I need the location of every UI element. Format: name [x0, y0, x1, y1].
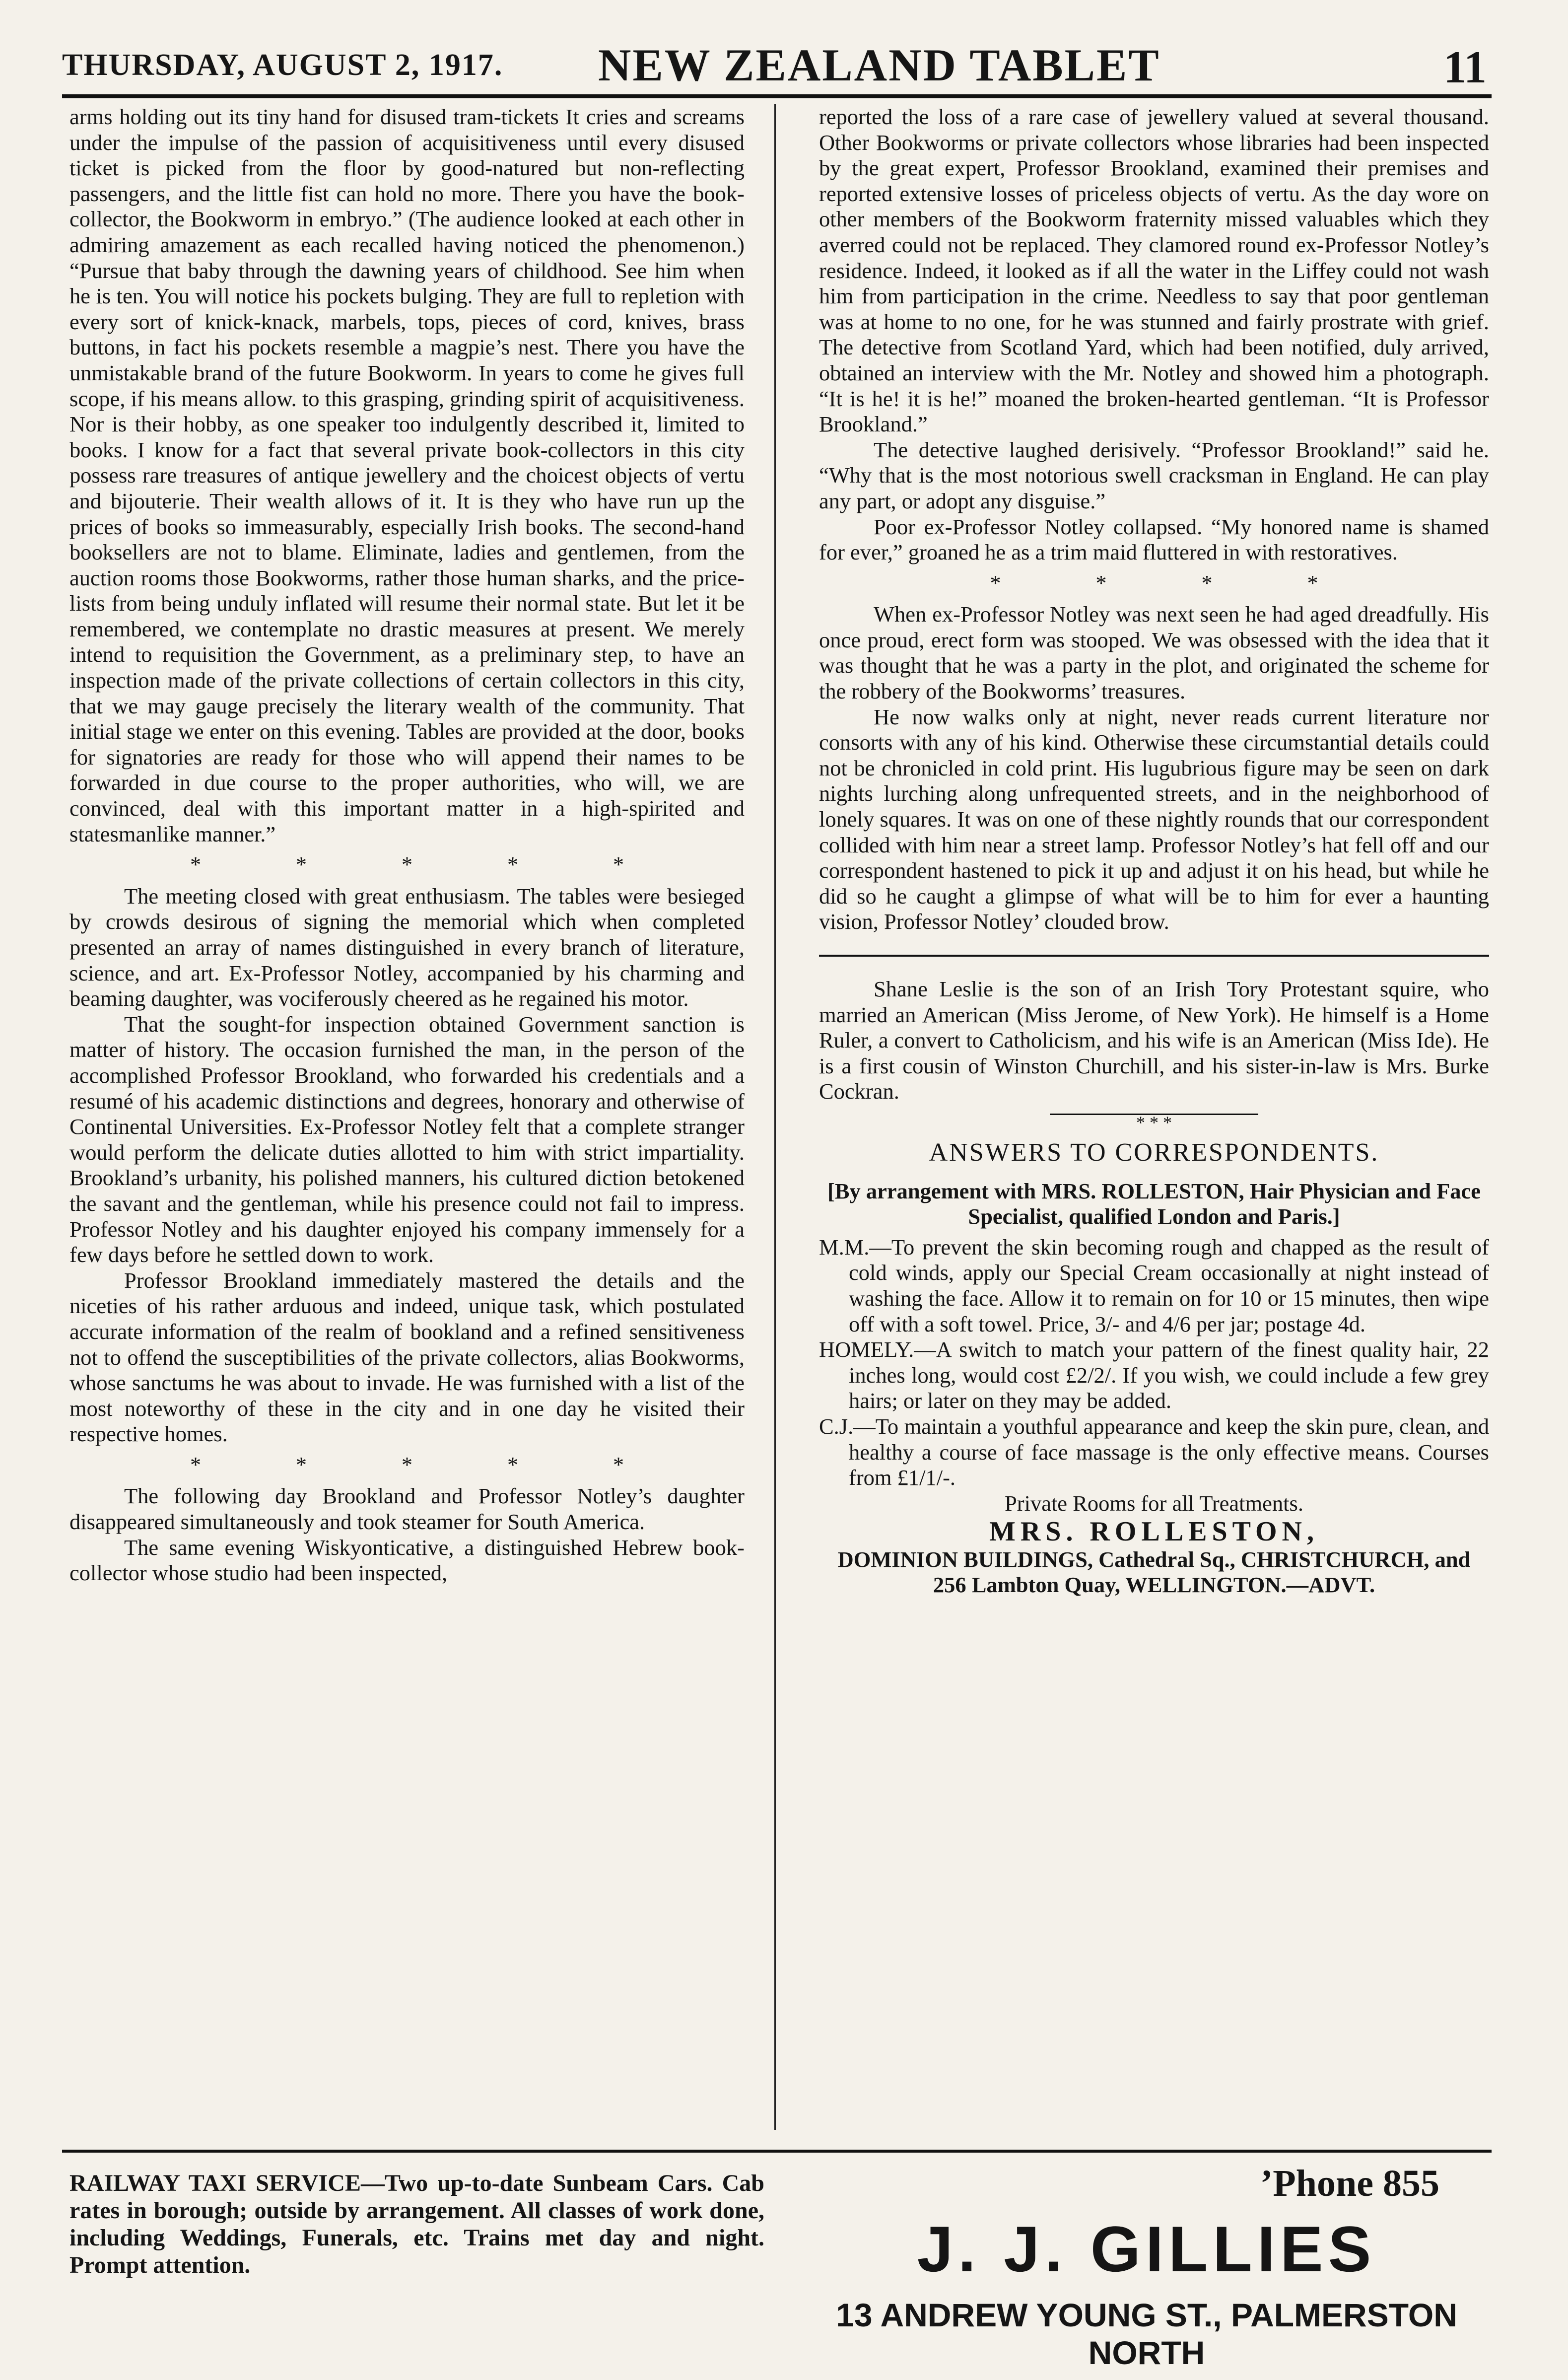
section-rule: [819, 955, 1489, 957]
section-break-stars: * * * *: [990, 570, 1318, 595]
left-paragraph-3: That the sought-for inspection obtained Government sanction is matter of history. The occasion furnished the man, in the person of the accomplished Professor Brookland, who forwarded his credentials and a resumé of his academic distinctions and degrees, honorary and otherwise of Continental Universities. Ex-Professor Notley felt that a complete stranger would perform the delicate duties allotted to him with strict impartiality. Brookland’s urbanity, his polished manners, his cultured diction betokened the savant and the gentleman, while his presence could not fail to impress. Professor Notley and his daughter enjoyed his company immensely for a few days before he settled down to work.: [69, 1011, 745, 1267]
phone-number: ’Phone 855: [1260, 2163, 1439, 2204]
section-break-stars: * * * * *: [190, 852, 624, 877]
railway-taxi-advert: RAILWAY TAXI SERVICE—Two up-to-date Sunbeam Cars. Cab rates in borough; outside by arrangement. All classes of work done, including Weddings, Funerals, etc. Trains met day and night. Prompt attention.: [69, 2170, 764, 2278]
answer-item: C.J.—To maintain a youthful appearance and keep the skin pure, clean, and healthy a course of face massage is the only effective means. Courses from £1/1/-.: [819, 1413, 1489, 1490]
short-rule-stars: * * *: [1050, 1114, 1258, 1125]
private-rooms-line: Private Rooms for all Treatments.: [1005, 1490, 1303, 1516]
header-rule: [62, 94, 1492, 98]
advertiser-address: 13 ANDREW YOUNG ST., PALMERSTON NORTH: [836, 2297, 1457, 2371]
right-paragraph-4: When ex-Professor Notley was next seen he had aged dreadfully. His once proud, erect form was stooped. We was obsessed with the idea that it was thought that he was a party in the plot, and originated the scheme for the robbery of the Bookworms’ treasures.: [819, 602, 1489, 704]
right-paragraph-2: The detective laughed derisively. “Professor Brookland!” said he. “Why that is the most notorious swell cracksman in England. He can play any part, or adopt any disguise.”: [819, 437, 1489, 513]
masthead-title: NEW ZEALAND TABLET: [598, 40, 1160, 90]
advert-rule: [62, 2150, 1492, 2153]
shane-leslie-note: Shane Leslie is the son of an Irish Tory Protestant squire, who married an American (Miss Jerome, of New York). He himself is a Home Ruler, a convert to Catholicism, and his wife is an American (Miss Ide). He is a first cousin of Winston Churchill, and his sister-in-law is Mrs. Burke Cockran.: [819, 977, 1489, 1104]
right-paragraph-5: He now walks only at night, never reads current literature nor consorts with any of his kind. Otherwise these circumstantial details could not be chronicled in cold print. His lugubrious figure may be seen on dark nights lurching along unfrequented streets, and in the neighborhood of lonely squares. It was on one of these nightly rounds that our correspondent collided with him near a street lamp. Professor Notley’s hat fell off and our correspondent hastened to pick it up and adjust it on his head, but while he did so he caught a glimpse of what will be to him for ever a haunting vision, Professor Notley’ clouded brow.: [819, 704, 1489, 934]
answer-item: M.M.—To prevent the skin becoming rough and chapped as the result of cold winds, apply our Special Cream occasionally at night instead of washing the face. Allow it to remain on for 10 or 15 minutes, then wipe off with a soft towel. Price, 3/- and 4/6 per jar; postage 4d.: [819, 1234, 1489, 1336]
rolleston-address: DOMINION BUILDINGS, Cathedral Sq., CHRISTCHURCH, and 256 Lambton Quay, WELLINGTON.—ADVT.: [837, 1546, 1471, 1598]
answer-item: HOMELY.—A switch to match your pattern of the finest quality hair, 22 inches long, would cost £2/2/. If you wish, we could include a few grey hairs; or later on they may be added.: [819, 1337, 1489, 1413]
page-number: 11: [1443, 42, 1487, 92]
right-paragraph-3: Poor ex-Professor Notley collapsed. “My honored name is shamed for ever,” groaned he as a trim maid fluttered in with restoratives.: [819, 514, 1489, 565]
left-paragraph-1: arms holding out its tiny hand for disused tram-tickets It cries and screams under the impulse of the passion of acquisitiveness until every disused ticket is picked from the floor by good-natured but non-reflecting passengers, and the little fist can hold no more. There you have the book-collector, the Bookworm in embryo.” (The audience looked at each other in admiring amazement as each recalled having noticed the phenomenon.) “Pursue that baby through the dawning years of childhood. See him when he is ten. You will notice his pockets bulging. They are full to repletion with every sort of knick-knack, marbels, tops, pieces of cord, knives, brass buttons, in fact his pockets resemble a magpie’s nest. There you have the unmistakable brand of the future Bookworm. In years to come he gives full scope, if his means allow. to this grasping, grinding spirit of acquisitiveness. Nor is their hobby, as one speaker too indulgently described it, limited to books. I know for a fact that several private book-collectors in this city possess rare treasures of antique jewellery and the choicest objects of vertu and bijouterie. Their wealth allows of it. It is they who have run up the prices of books so immeasurably, especially Irish books. The second-hand booksellers are not to blame. Eliminate, ladies and gentlemen, from the auction rooms those Bookworms, rather those human sharks, and the price-lists from being unduly inflated will resume their normal state. But let it be remembered, we contemplate no drastic measures at present. We merely intend to requisition the Government, as a preliminary step, to have an inspection made of the private collections of certain collectors in this city, that we may gauge precisely the literary wealth of the community. That initial stage we enter on this evening. Tables are provided at the door, books for signatories are ready for those who will append their names to be forwarded in due course to the proper authorities, who will, we are convinced, deal with this important matter in a high-spirited and statesmanlike manner.”: [69, 104, 745, 846]
section-break-stars: * * * * *: [190, 1452, 624, 1477]
advertiser-name: J. J. GILLIES: [917, 2213, 1376, 2285]
left-paragraph-5: The following day Brookland and Professor Notley’s daughter disappeared simultaneously and took steamer for South America.: [69, 1483, 745, 1535]
issue-date: THURSDAY, AUGUST 2, 1917.: [62, 48, 503, 82]
left-paragraph-4: Professor Brookland immediately mastered the details and the niceties of his rather arduous and indeed, unique task, which postulated accurate information of the realm of bookland and a refined sensitiveness not to offend the susceptibilities of the private collectors, alias Bookworms, whose sanctums he was about to invade. He was furnished with a list of the most noteworthy of these in the city and in one day he visited their respective homes.: [69, 1267, 745, 1447]
gillies-advert: [794, 2157, 1499, 2371]
column-divider: [774, 104, 776, 2130]
left-paragraph-2: The meeting closed with great enthusiasm. The tables were besieged by crowds desirous of signing the memorial which when completed presented an array of names distinguished in every branch of literature, science, and art. Ex-Professor Notley, accompanied by his charming and beaming daughter, was vociferously cheered as he regained his motor.: [69, 883, 745, 1011]
mrs-rolleston-name: MRS. ROLLESTON,: [989, 1516, 1319, 1547]
answers-heading: ANSWERS TO CORRESPONDENTS.: [929, 1138, 1379, 1167]
page-header: [62, 29, 1492, 92]
right-column: [819, 104, 1489, 2130]
left-column: [69, 104, 745, 2120]
arrangement-note: [By arrangement with MRS. ROLLESTON, Hair Physician and Face Specialist, qualified London and Paris.]: [827, 1178, 1481, 1229]
left-paragraph-6: The same evening Wiskyonticative, a distinguished Hebrew book-collector whose studio had been inspected,: [69, 1535, 745, 1586]
right-paragraph-1: reported the loss of a rare case of jewellery valued at several thousand. Other Bookworms or private collectors whose libraries had been inspected by the great expert, Professor Brookland, examined their premises and reported extensive losses of priceless objects of vertu. As the day wore on other members of the Bookworm fraternity missed valuables which they averred could not be replaced. They clamored round ex-Professor Notley’s residence. Indeed, it looked as if all the water in the Liffey could not wash him from participation in the crime. Needless to say that poor gentleman was at home to no one, for he was stunned and fairly prostrate with grief. The detective from Scotland Yard, which had been notified, duly arrived, obtained an interview with the Mr. Notley and showed him a photograph. “It is he! it is he!” moaned the broken-hearted gentleman. “It is Professor Brookland.”: [819, 104, 1489, 437]
answers-list: [819, 1235, 1489, 1491]
